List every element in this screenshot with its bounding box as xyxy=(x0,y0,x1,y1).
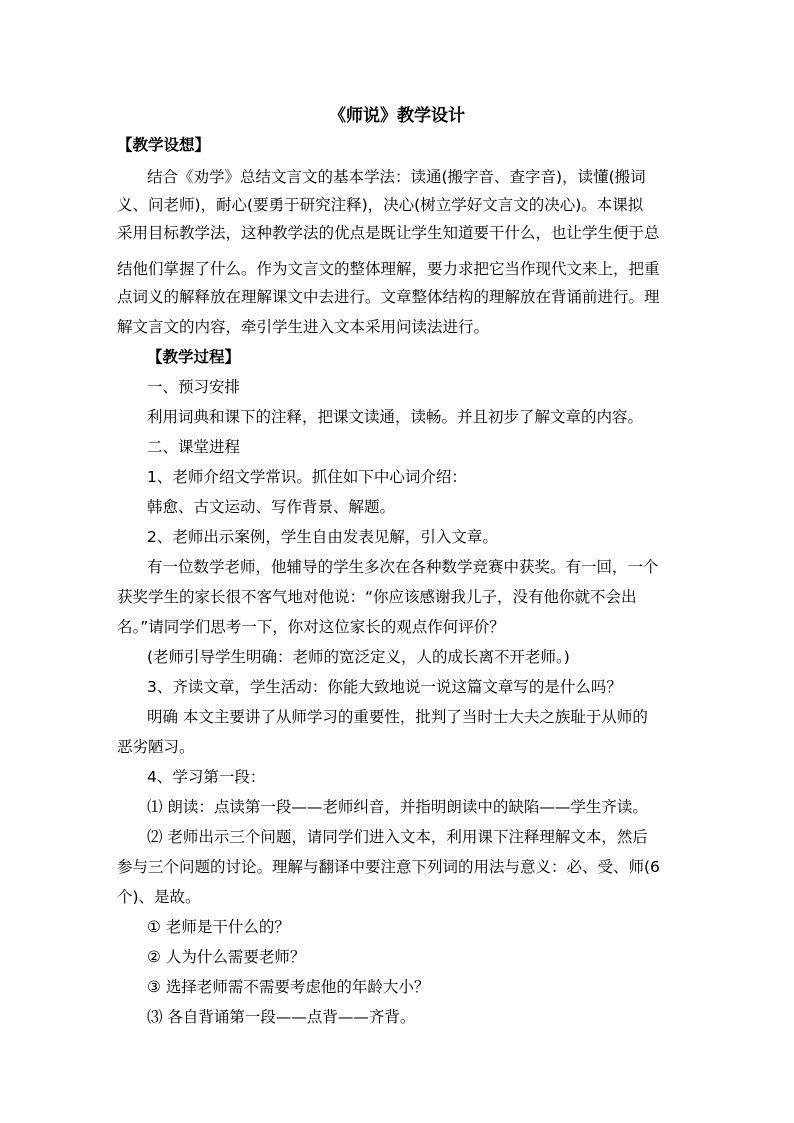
paragraph-line: 韩愈、古文运动、写作背景、解题。 xyxy=(147,498,396,516)
paragraph-line: 个)、是故。 xyxy=(117,888,201,906)
paragraph-line: 一、预习安排 xyxy=(147,378,241,396)
paragraph-line: 1、老师介绍文学常识。抓住如下中心词介绍： xyxy=(147,468,467,486)
paragraph-line: 解文言文的内容，牵引学生进入文本采用问读法进行。 xyxy=(117,318,490,336)
list-item: ② 人为什么需要老师？ xyxy=(147,948,306,966)
document-title: 《师说》教学设计 xyxy=(329,106,465,126)
paragraph-line: 恶劣陋习。 xyxy=(117,738,195,756)
paragraph-line: 名。”请同学们思考一下，你对这位家长的观点作何评价？ xyxy=(117,618,505,636)
paragraph-line: 二、课堂进程 xyxy=(147,438,241,456)
paragraph-line: 明确 本文主要讲了从师学习的重要性，批判了当时士大夫之族耻于从师的 xyxy=(147,708,648,726)
paragraph-line: 结他们掌握了什么。作为文言文的整体理解，要力求把它当作现代文来上，把重 xyxy=(117,260,660,278)
paragraph-line: 结合《劝学》总结文言文的基本学法：读通(搬字音、查字音)，读懂(搬词 xyxy=(147,168,646,186)
paragraph-line: 4、学习第一段： xyxy=(147,768,266,786)
paragraph-line: 有一位数学老师，他辅导的学生多次在各种数学竞赛中获奖。有一回，一个 xyxy=(147,558,659,576)
paragraph-line: 义、问老师)，耐心(要勇于研究注释)，决心(树立学好文言文的决心)。本课拟 xyxy=(117,196,644,214)
paragraph-line: 获奖学生的家长很不客气地对他说：“你应该感谢我儿子，没有他你就不会出 xyxy=(117,588,637,606)
paragraph-line: 点词义的解释放在理解课文中去进行。文章整体结构的理解放在背诵前进行。理 xyxy=(117,288,660,306)
paragraph-line: 利用词典和课下的注释，把课文读通，读畅。并且初步了解文章的内容。 xyxy=(147,408,644,426)
paragraph-line: 3、齐读文章，学生活动：你能大致地说一说这篇文章写的是什么吗？ xyxy=(147,678,622,696)
paragraph-line: 采用目标教学法，这种教学法的优点是既让学生知道要干什么，也让学生便于总 xyxy=(117,224,660,242)
paragraph-line: 2、老师出示案例，学生自由发表见解，引入文章。 xyxy=(147,528,498,546)
list-item: ① 老师是干什么的？ xyxy=(147,918,290,936)
section-heading-teaching-idea: 【教学设想】 xyxy=(117,136,211,154)
paragraph-line: ⑴ 朗读：点读第一段——老师纠音，并指明朗读中的缺陷——学生齐读。 xyxy=(147,798,648,816)
section-heading-teaching-process: 【教学过程】 xyxy=(147,348,241,366)
paragraph-line: 参与三个问题的讨论。理解与翻译中要注意下列词的用法与意义：必、受、师(6 xyxy=(117,858,660,876)
paragraph-line: (老师引导学生明确：老师的宽泛定义，人的成长离不开老师。) xyxy=(147,648,570,666)
list-item: ⑶ 各自背诵第一段——点背——齐背。 xyxy=(147,1008,416,1026)
paragraph-line: ⑵ 老师出示三个问题，请同学们进入文本，利用课下注释理解文本，然后 xyxy=(147,828,648,846)
list-item: ③ 选择老师需不需要考虑他的年龄大小？ xyxy=(147,978,430,996)
